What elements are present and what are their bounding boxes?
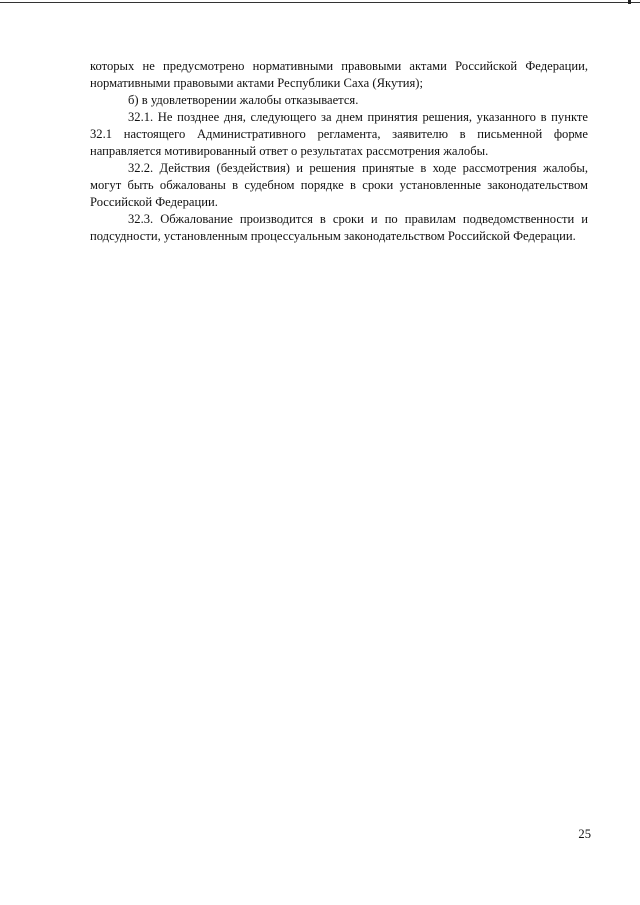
paragraph-item-b: б) в удовлетворении жалобы отказывается.	[128, 93, 359, 107]
page-number: 25	[578, 827, 591, 841]
scan-top-edge-line	[0, 2, 640, 3]
paragraph-32-2: 32.2. Действия (бездействия) и решения принятые в ходе рассмотрения жалобы, могут быть обжалованы в судебном порядке в сроки установленные законодательством Российской Федерации.	[90, 161, 588, 209]
paragraph-32-3: 32.3. Обжалование производится в сроки и по правилам подведомственности и подсудности, установленным процессуальным законодательством Российской Федерации.	[90, 212, 588, 243]
paragraph-32-1: 32.1. Не позднее дня, следующего за днем принятия решения, указанного в пункте 32.1 настоящего Административного регламента, заявителю в письменной форме направляется мотивированный ответ о результатах рассмотрения жалобы.	[90, 110, 588, 158]
paragraph-continuation: которых не предусмотрено нормативными правовыми актами Российской Федерации, нормативными правовыми актами Республики Саха (Якутия);	[90, 59, 588, 90]
scan-corner-mark	[628, 0, 631, 4]
document-body	[90, 58, 588, 245]
